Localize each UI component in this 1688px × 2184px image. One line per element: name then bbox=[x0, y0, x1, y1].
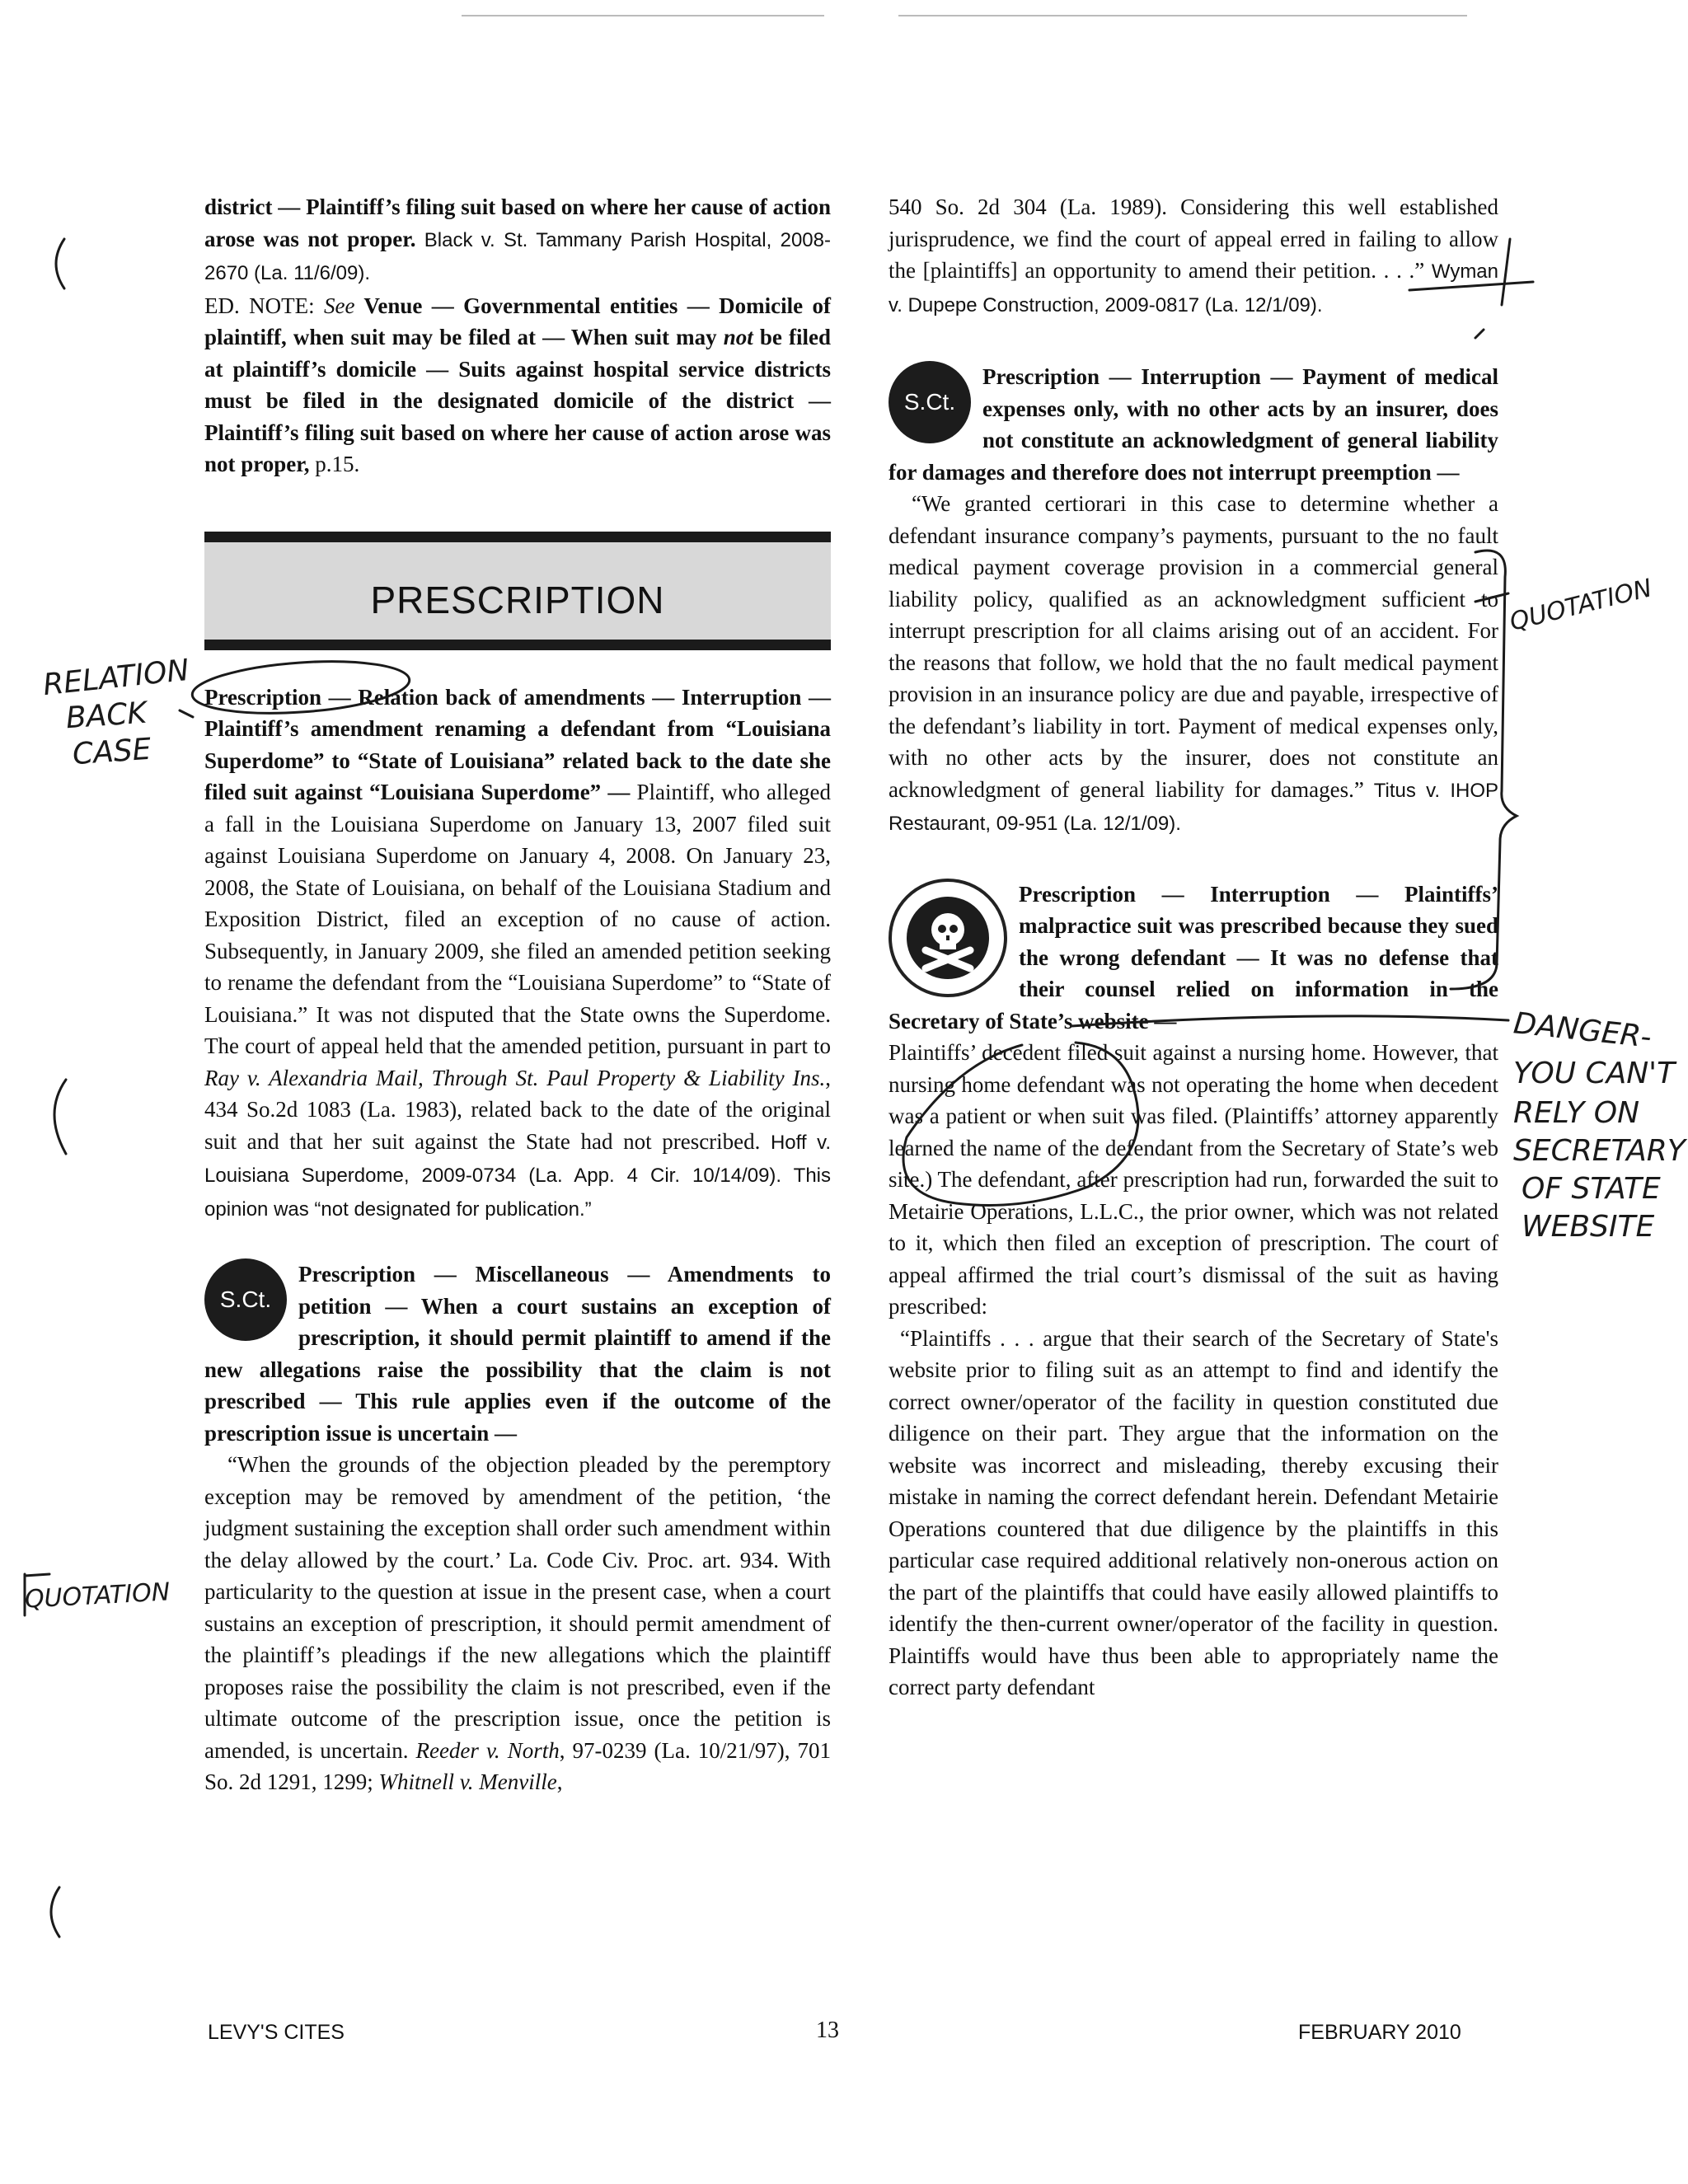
pen-paren-1 bbox=[54, 1080, 66, 1154]
continuation-citation: Black v. St. Tammany Parish Hospital, 2008-2670 (La. 11/6/09). bbox=[204, 228, 831, 284]
entry-wrong-defendant-summary: Plaintiffs’ decedent filed suit against a nursing home. However, that nursing home defendant was not operating the home when decedent was a patient or when suit was filed. (Plaintiffs’ attorney apparently learned the name of the defendant from the Secretary of State’s web site.) The defendant, after prescription had run, forwarded the suit to Metairie Operations, L.L.C., the prior owner, which was not related to it, which then filed an exception of prescription. The court of appeal affirmed the trial court’s dismissal of the suit as having prescribed: bbox=[889, 1040, 1498, 1319]
editor-note-page: p.15. bbox=[309, 452, 360, 476]
pen-circle-skull bbox=[903, 1043, 1138, 1206]
pen-underline-danger bbox=[1071, 1016, 1508, 1026]
pen-arrow-right bbox=[1475, 593, 1508, 602]
entry-amendments-heading: Prescription — Miscellaneous — Amendments to petition — When a court sustains an exception of prescription, it should permit plaintiff to amend if the new allegations raise the possibility that the claim is not prescribed — This rule applies even if the outcome of the prescription issue is uncertain — bbox=[204, 1262, 831, 1446]
handwritten-website: WEBSITE bbox=[1522, 1210, 1655, 1244]
handwritten-back: BACK bbox=[64, 696, 148, 736]
continuation-heading: district — Plaintiff’s filing suit based on where her cause of action arose was not proper. bbox=[204, 194, 831, 251]
pen-bracket-left bbox=[25, 1574, 49, 1615]
entry-relation-back-heading: Prescription — Relation back of amendments — Interruption — Plaintiff’s amendment renaming a defendant from “Louisiana Superdome” to “State of Louisiana” related back to the date she filed suit against “Louisiana Superdome” — bbox=[204, 684, 831, 804]
supreme-court-badge: S.Ct. bbox=[889, 361, 971, 443]
entry-wrong-defendant-quote: “Plaintiffs . . . argue that their search of the Secretary of State's website prior to filing suit as an attempt to find and identify the correct owner/operator of the facility in question constituted due diligence on their part. They argue that the information on the website was incorrect and misleading, thereby excusing their mistake in naming the correct defendant herein. Defendant Metairie Operations countered that due diligence by the plaintiffs in this particular case required additional relatively non-onerous action on the part of the plaintiffs that could have easily allowed plaintiffs to identify the then-current owner/operator of the facility in question. Plaintiffs would have thus been able to appropriately name the correct party defendant bbox=[889, 1325, 1498, 1699]
entry-amendments-quote: “When the grounds of the objection pleaded by the peremptory exception may be removed by amendment of the petition, ‘the judgment sustaining the exception shall order such amendment within the delay allowed by the court.’ La. Code Civ. Proc. art. 934. With particularity to the question at issue in the present case, when a court sustains an exception of prescription, it should permit amendment of the plaintiff’s pleadings if the new allegations which the plaintiff proposes raise the possibility the claim is not prescribed, even if the ultimate outcome of the prescription issue, once the petition is amended, is uncertain. Reeder v. North, 97-0239 (La. 10/21/97), 701 So. 2d 1291, 1299; Whitnell v. Menville, bbox=[204, 1452, 831, 1794]
editor-note-see: See bbox=[323, 293, 355, 318]
handwritten-you-cant: YOU CAN'T bbox=[1513, 1057, 1676, 1090]
pen-tick bbox=[1475, 330, 1484, 338]
entry-medical-payments-heading: Prescription — Interruption — Payment of medical expenses only, with no other acts by an insurer, does not constitute an acknowledgment of general liability for damages and therefore does not interrupt preemption — bbox=[889, 364, 1498, 485]
entry-medical-payments-citation: Titus v. IHOP Restaurant, 09-951 (La. 12/1/09). bbox=[889, 779, 1498, 835]
entry-relation-back-body-a: Plaintiff, who alleged a fall in the Louisiana Superdome on January 13, 2007 filed suit against Louisiana Superdome on January 4, 2008. On January 23, 2008, the State of Louisiana, on behalf of the Louisiana Stadium and Exposition District, filed an exception of no cause of action. Subsequently, in January 2009, she filed an amended petition seeking to rename the defendant from the “Louisiana Superdome” to “State of Louisiana.” It was not disputed that the State owns the Superdome. The court of appeal held that the amended petition, pursuant in part to bbox=[204, 780, 831, 1058]
continuation-quote-citation: Wyman v. Dupepe Construction, 2009-0817 (La. 12/1/09). bbox=[889, 260, 1499, 316]
case-reeder: Reeder v. North bbox=[415, 1737, 560, 1763]
editor-note-text-a: Venue — Governmental entities — Domicile of plaintiff, when suit may be filed at — When suit may bbox=[204, 293, 831, 349]
handwritten-of-state: OF STATE bbox=[1522, 1172, 1661, 1206]
handwritten-relation: RELATION bbox=[41, 653, 191, 703]
pen-brace-right bbox=[1451, 551, 1517, 989]
footer-date: FEBRUARY 2010 bbox=[1298, 2021, 1461, 2044]
pen-circle-prescription bbox=[190, 655, 411, 719]
page-number: 13 bbox=[816, 2018, 839, 2043]
pen-paren-3 bbox=[56, 239, 64, 288]
pen-mark-top-right bbox=[1409, 239, 1533, 305]
handwritten-danger: DANGER- bbox=[1512, 1006, 1653, 1055]
entry-medical-payments-quote: “We granted certiorari in this case to determine whether a defendant insurance company’s payments, pursuant to the no fault medical payment coverage provision in a commercial general liability policy, qualified as an acknowledgment sufficient to interrupt prescription for all claims arising out of an accident. For the reasons that follow, we hold that the no fault medical payment provision in an insurance policy are due and payable, irrespective of the defendant’s liability in tort. Payment of medical expenses only, with no other acts by the insurer, does not constitute an acknowledgment of general liability for damages.” Titus v. IHOP Restaurant, 09-951 (La. 12/1/09). bbox=[889, 491, 1498, 835]
entry-wrong-defendant-heading: Prescription — Interruption — Plaintiffs’ malpractice suit was prescribed because they sued the wrong defendant — It was no defense that their counsel relied on information in the Secretary of State’s website — bbox=[889, 881, 1498, 1033]
pen-paren-2 bbox=[51, 1887, 59, 1937]
footer-publication: LEVY'S CITES bbox=[208, 2021, 345, 2044]
continuation-quote: 540 So. 2d 304 (La. 1989). Considering this well established jurisprudence, we find the court of appeal erred in failing to allow the [plaintiffs] an opportunity to amend their petition. . . .” Wyman v. Dupepe Construction, 2009-0817 (La. 12/1/09). bbox=[889, 194, 1499, 316]
editor-note-prefix: ED. NOTE: bbox=[204, 293, 324, 318]
supreme-court-badge: S.Ct. bbox=[204, 1258, 287, 1341]
handwritten-rely-on: RELY ON bbox=[1513, 1096, 1640, 1130]
entry-relation-back-case: Ray v. Alexandria Mail, Through St. Paul Property & Liability Ins. bbox=[204, 1065, 826, 1090]
entry-relation-back-body-b: , 434 So.2d 1083 (La. 1983), related back to the date of the original suit and that her suit against the State had not prescribed. bbox=[204, 1065, 831, 1154]
handwritten-case: CASE bbox=[71, 732, 152, 772]
handwritten-quotation-left: QUOTATION bbox=[24, 1577, 171, 1615]
handwritten-quotation-right: QUOTATION bbox=[1507, 574, 1655, 637]
handwritten-secretary: SECRETARY bbox=[1513, 1134, 1686, 1168]
entry-relation-back-citation: Hoff v. Louisiana Superdome, 2009-0734 (La. App. 4 Cir. 10/14/09). This opinion was “not designated for publication.” bbox=[204, 1131, 831, 1221]
case-whitnell: Whitnell v. Menville bbox=[378, 1769, 557, 1794]
editor-note-not: not bbox=[723, 325, 753, 349]
section-title: PRESCRIPTION bbox=[370, 578, 665, 621]
editor-note-text-b: be filed at plaintiff’s domicile — Suits against hospital service districts must be filed in the designated domicile of the district — Plaintiff’s filing suit based on where her cause of action arose was not proper, bbox=[204, 325, 831, 476]
